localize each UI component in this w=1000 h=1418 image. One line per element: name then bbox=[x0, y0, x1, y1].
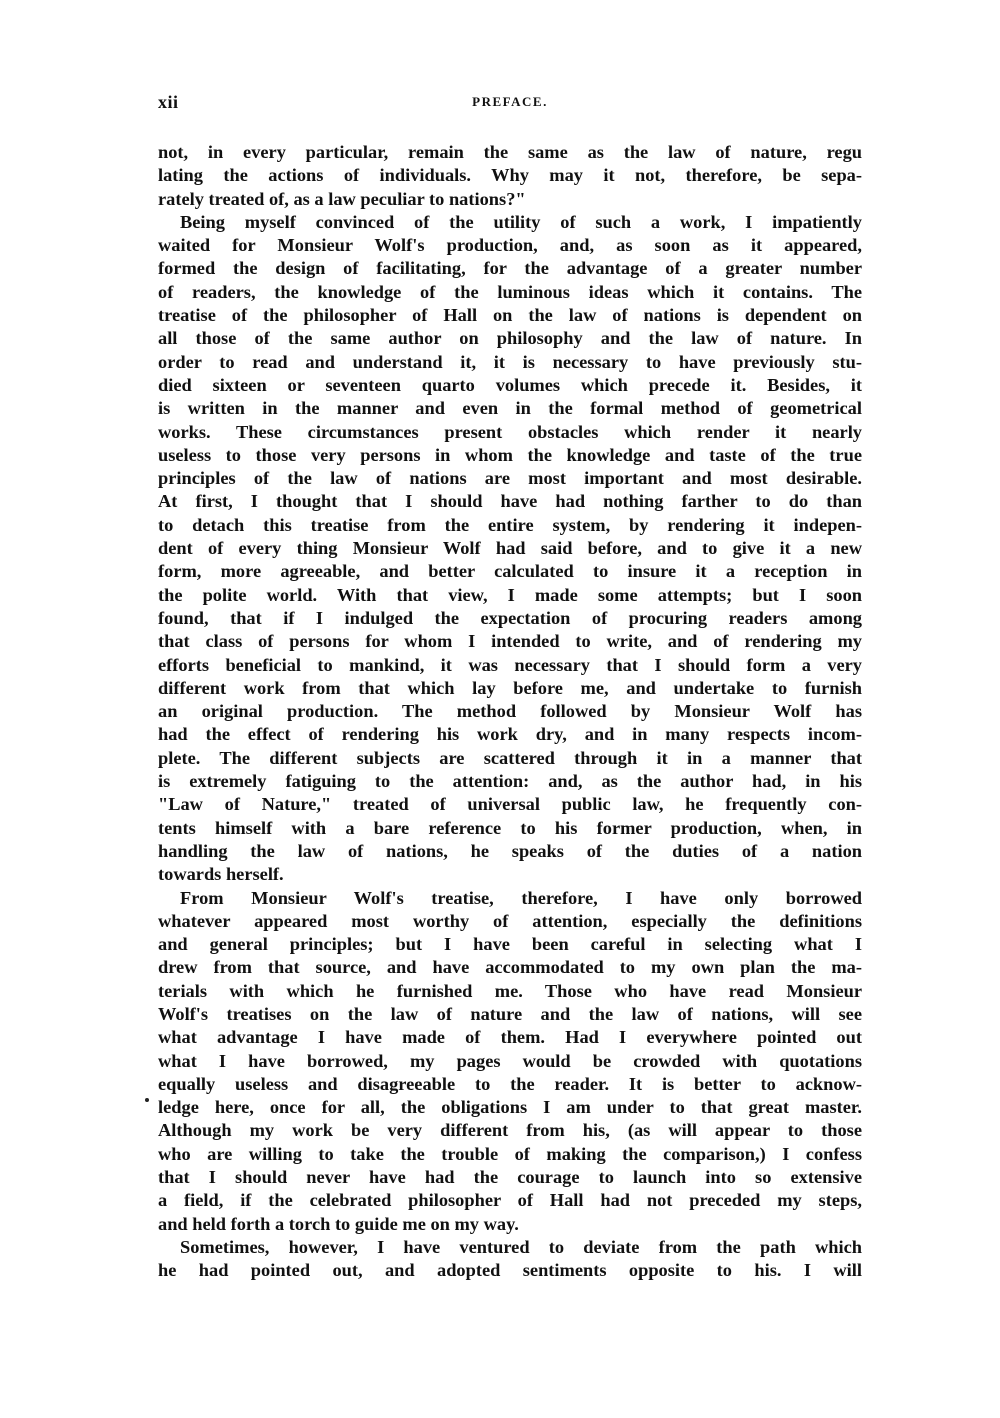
text-line: an original production. The method followed by Monsieur Wolf has bbox=[158, 701, 862, 722]
text-line: rately treated of, as a law peculiar to nations?" bbox=[158, 188, 526, 209]
text-line: "Law of Nature," treated of universal public law, he frequently con- bbox=[158, 794, 862, 815]
text-line: formed the design of facilitating, for the advantage of a greater number bbox=[158, 258, 862, 279]
text-line: a field, if the celebrated philosopher of Hall had not preceded my steps, bbox=[158, 1190, 862, 1211]
text-line: form, more agreeable, and better calculated to insure it a reception in bbox=[158, 561, 862, 582]
running-title: PREFACE. bbox=[472, 94, 548, 109]
paragraph-first-line: Sometimes, however, I have ventured to deviate from the path which bbox=[180, 1236, 862, 1257]
text-line: Wolf's treatises on the law of nature and the law of nations, will see bbox=[158, 1003, 862, 1024]
print-speck bbox=[145, 1098, 149, 1102]
text-line: At first, I thought that I should have had nothing farther to do than bbox=[158, 491, 862, 512]
text-line: terials with which he furnished me. Those who have read Monsieur bbox=[158, 980, 862, 1001]
text-line: ledge here, once for all, the obligations I am under to that great master. bbox=[158, 1097, 862, 1118]
text-line: to detach this treatise from the entire system, by rendering it indepen- bbox=[158, 514, 862, 535]
text-line: drew from that source, and have accommodated to my own plan the ma- bbox=[158, 957, 862, 978]
text-line: treatise of the philosopher of Hall on the law of nations is dependent on bbox=[158, 305, 862, 326]
text-line: waited for Monsieur Wolf's production, and, as soon as it appeared, bbox=[158, 235, 862, 256]
text-line: different work from that which lay before me, and undertake to furnish bbox=[158, 677, 862, 698]
text-line: works. These circumstances present obstacles which render it nearly bbox=[158, 421, 862, 442]
text-line: is written in the manner and even in the formal method of geometrical bbox=[158, 398, 862, 419]
text-line: died sixteen or seventeen quarto volumes which precede it. Besides, it bbox=[158, 374, 862, 395]
text-line: efforts beneficial to mankind, it was necessary that I should form a very bbox=[158, 654, 862, 675]
text-line: dent of every thing Monsieur Wolf had said before, and to give it a new bbox=[158, 538, 862, 559]
text-line: who are willing to take the trouble of making the comparison,) I confess bbox=[158, 1143, 862, 1164]
text-line: tents himself with a bare reference to his former production, when, in bbox=[158, 817, 862, 838]
text-line: not, in every particular, remain the same as the law of nature, regu bbox=[158, 142, 862, 162]
text-line: what I have borrowed, my pages would be crowded with quotations bbox=[158, 1050, 862, 1071]
text-line: that I should never have had the courage to launch into so extensive bbox=[158, 1167, 862, 1188]
text-line: is extremely fatiguing to the attention: and, as the author had, in his bbox=[158, 771, 862, 792]
text-line: useless to those very persons in whom the knowledge and taste of the true bbox=[158, 444, 862, 465]
text-line: of readers, the knowledge of the luminous ideas which it contains. The bbox=[158, 281, 862, 302]
text-line: handling the law of nations, he speaks of the duties of a nation bbox=[158, 840, 862, 861]
text-line: lating the actions of individuals. Why may it not, therefore, be sepa- bbox=[158, 165, 862, 186]
text-line: the polite world. With that view, I made some attempts; but I soon bbox=[158, 584, 862, 605]
text-line: order to read and understand it, it is necessary to have previously stu- bbox=[158, 351, 862, 372]
paragraph-first-line: From Monsieur Wolf's treatise, therefore, I have only borrowed bbox=[180, 887, 862, 908]
text-line: and general principles; but I have been careful in selecting what I bbox=[158, 934, 862, 955]
text-line: towards herself. bbox=[158, 864, 284, 885]
text-line: whatever appeared most worthy of attention, especially the definitions bbox=[158, 910, 862, 931]
text-line: equally useless and disagreeable to the reader. It is better to acknow- bbox=[158, 1073, 862, 1094]
running-head bbox=[158, 92, 862, 114]
text-line: that class of persons for whom I intended to write, and of rendering my bbox=[158, 631, 862, 652]
text-line: found, that if I indulged the expectation of procuring readers among bbox=[158, 607, 862, 628]
text-line: what advantage I have made of them. Had I everywhere pointed out bbox=[158, 1027, 862, 1048]
text-line: principles of the law of nations are most important and most desirable. bbox=[158, 468, 862, 489]
text-line: plete. The different subjects are scattered through it in a manner that bbox=[158, 747, 862, 768]
text-line: Although my work be very different from his, (as will appear to those bbox=[158, 1120, 862, 1141]
page-number: xii bbox=[158, 92, 179, 112]
paragraph-first-line: Being myself convinced of the utility of such a work, I impatiently bbox=[180, 211, 862, 232]
text-line: all those of the same author on philosophy and the law of nature. In bbox=[158, 328, 862, 349]
text-line: and held forth a torch to guide me on my way. bbox=[158, 1213, 519, 1234]
text-line: had the effect of rendering his work dry, and in many respects incom- bbox=[158, 724, 862, 745]
text-line: he had pointed out, and adopted sentiments opposite to his. I will bbox=[158, 1260, 862, 1281]
body-text bbox=[158, 141, 862, 1283]
